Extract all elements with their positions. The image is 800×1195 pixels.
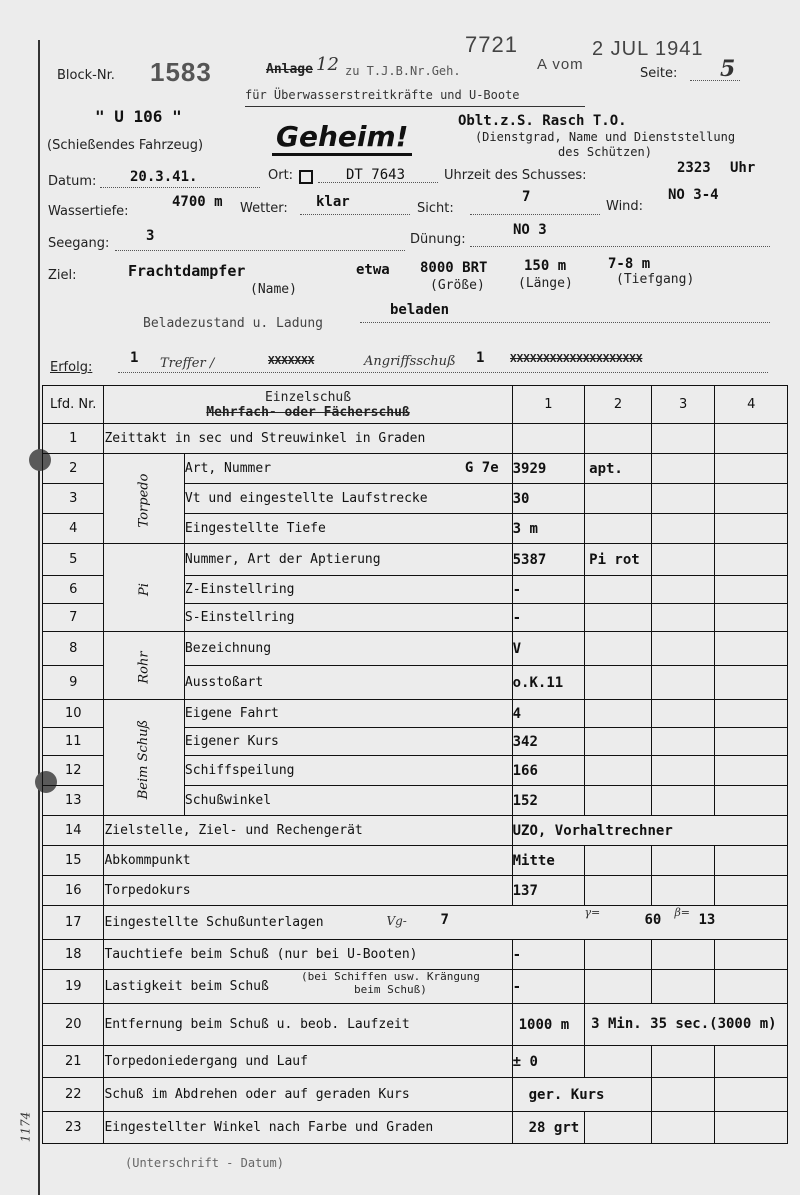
- row-label: Zielstelle, Ziel- und Rechengerät: [104, 816, 512, 846]
- value-cell-2: [585, 514, 652, 544]
- value-cell-2: [585, 728, 652, 756]
- value-cell-4: [715, 728, 788, 756]
- wetter-value: klar: [316, 194, 350, 210]
- row-number: 23: [43, 1112, 104, 1144]
- value-cell-1: ± 0: [512, 1046, 585, 1078]
- row-number: 4: [43, 514, 104, 544]
- value-cell-3: [651, 1112, 715, 1144]
- col-header-3: 3: [651, 386, 715, 424]
- struck-text-1: XXXXXXX: [268, 354, 315, 367]
- laenge-value: 150 m: [524, 258, 567, 274]
- row-label: [184, 454, 512, 484]
- value-cell-2: [585, 576, 652, 604]
- value-cell-3: [651, 576, 715, 604]
- value-cell-3: [651, 484, 715, 514]
- value-cell-4: [715, 1078, 788, 1112]
- ort-value: DT 7643: [346, 167, 406, 183]
- table-row: [43, 970, 788, 1004]
- value-cell-4: [715, 666, 788, 700]
- row-label: Torpedoniedergang und Lauf: [104, 1046, 512, 1078]
- dotted-line: [470, 214, 600, 215]
- row-number: 9: [43, 666, 104, 700]
- marginal-note: 1174: [18, 1111, 33, 1143]
- row-number: 18: [43, 940, 104, 970]
- value-cell-3: [651, 454, 715, 484]
- row-number: 13: [43, 786, 104, 816]
- value-cell-2: [585, 632, 652, 666]
- row-label: Vt und eingestellte Laufstrecke: [184, 484, 512, 514]
- document-number: 7721: [465, 32, 518, 57]
- uhrzeit-value: 2323: [677, 160, 711, 176]
- col-header-schuss: [104, 386, 512, 424]
- value-cell-1: -: [512, 604, 585, 632]
- col-header-einzel: Einzelschuß: [264, 389, 352, 405]
- row-number: 16: [43, 876, 104, 906]
- value-cell-1: 4: [512, 700, 585, 728]
- datum-value: 20.3.41.: [130, 169, 198, 185]
- value-cell-2: [585, 1112, 652, 1144]
- value-cell-3: [651, 940, 715, 970]
- shooter-caption: (Dienstgrad, Name und Dienststellung des Schützen): [474, 130, 736, 159]
- wind-label: Wind:: [606, 199, 644, 214]
- value-cell-3: [651, 786, 715, 816]
- value-cell-3: [651, 846, 715, 876]
- table-row: [43, 424, 788, 454]
- vg-value: 7: [440, 912, 449, 928]
- row-label: Nummer, Art der Aptierung: [184, 544, 512, 576]
- row-number: 12: [43, 756, 104, 786]
- row-label: Schußwinkel: [184, 786, 512, 816]
- geheim-stamp: Geheim!: [272, 120, 412, 156]
- row-label: Eingestellter Winkel nach Farbe und Graden: [104, 1112, 512, 1144]
- value-cell-1: o.K.11: [512, 666, 585, 700]
- table-row: [43, 632, 788, 666]
- row-number: 15: [43, 846, 104, 876]
- struck-text-2: XXXXXXXXXXXXXXXXXXXX: [510, 352, 643, 365]
- row-label: Zeittakt in sec und Streuwinkel in Graden: [104, 424, 512, 454]
- sicht-label: Sicht:: [417, 201, 454, 216]
- row-label: Schuß im Abdrehen oder auf geraden Kurs: [104, 1078, 512, 1112]
- group-pi: [104, 544, 184, 632]
- signature-caption: (Unterschrift - Datum): [125, 1156, 284, 1170]
- row-label: Entfernung beim Schuß u. beob. Laufzeit: [104, 1004, 512, 1046]
- group-pi-label: Pi: [136, 583, 152, 596]
- value-cell-4: [715, 604, 788, 632]
- ziel-value: Frachtdampfer: [128, 262, 246, 280]
- value-cell-2: [585, 846, 652, 876]
- table-row: [43, 1078, 788, 1112]
- value-cell-2: [585, 424, 652, 454]
- value-cell-4: [715, 424, 788, 454]
- value-cell-1: UZO, Vorhaltrechner: [512, 816, 787, 846]
- value-cell-1: 3 m: [512, 514, 585, 544]
- col-header-nr: Lfd. Nr.: [43, 386, 104, 424]
- value-cell-3: [651, 876, 715, 906]
- uhrzeit-label: Uhrzeit des Schusses:: [444, 168, 587, 183]
- dotted-line: [690, 80, 740, 81]
- beta-label: β=: [674, 906, 691, 919]
- row-label-text: Art, Nummer: [184, 461, 272, 476]
- block-label: Block-Nr.: [57, 68, 115, 83]
- groesse-value: 8000 BRT: [420, 260, 488, 276]
- group-torpedo-label: Torpedo: [136, 473, 152, 528]
- value-cell-1: -: [512, 940, 585, 970]
- gamma-value: 60: [644, 912, 662, 928]
- beta-value: 13: [698, 912, 716, 928]
- row-label: Bezeichnung: [184, 632, 512, 666]
- row-number: 8: [43, 632, 104, 666]
- value-cell-1: 342: [512, 728, 585, 756]
- row-label-text: Eingestellte Schußunterlagen: [104, 915, 324, 930]
- row-label: Z-Einstellring: [184, 576, 512, 604]
- row-number: 1: [43, 424, 104, 454]
- a-vom-label: A vom: [537, 56, 584, 73]
- value-cell-3: [651, 700, 715, 728]
- value-cell-3: [651, 544, 715, 576]
- seegang-label: Seegang:: [48, 236, 110, 251]
- table-row: [43, 906, 788, 940]
- dotted-line: [470, 246, 770, 247]
- value-cell-4: [715, 876, 788, 906]
- value-cell-1: 1000 m: [512, 1004, 585, 1046]
- seegang-value: 3: [146, 228, 155, 244]
- page-edge: [38, 40, 40, 1195]
- value-cell-3: [651, 728, 715, 756]
- value-cell-2: apt.: [585, 454, 652, 484]
- value-cell-4: [715, 514, 788, 544]
- row-label: [104, 906, 788, 940]
- wetter-label: Wetter:: [240, 201, 288, 216]
- shooter-name: Oblt.z.S. Rasch T.O.: [458, 113, 627, 129]
- row-number: 19: [43, 970, 104, 1004]
- dotted-line: [300, 214, 410, 215]
- seite-label: Seite:: [640, 66, 678, 81]
- group-beim-schuss: [104, 700, 184, 816]
- value-cell-1: [512, 424, 585, 454]
- value-cell-2: [585, 484, 652, 514]
- col-header-2: 2: [585, 386, 652, 424]
- dotted-line: [318, 182, 438, 183]
- value-cell-1: -: [512, 970, 585, 1004]
- value-cell-2: [585, 786, 652, 816]
- value-cell-1: -: [512, 576, 585, 604]
- row-label: Tauchtiefe beim Schuß (nur bei U-Booten): [104, 940, 512, 970]
- torpedo-type: G 7e: [464, 460, 499, 476]
- wassertiefe-label: Wassertiefe:: [48, 204, 129, 219]
- shot-data-table: [42, 385, 788, 1144]
- dotted-line: [100, 187, 260, 188]
- table-row: [43, 940, 788, 970]
- laenge-caption: (Länge): [518, 276, 573, 291]
- value-cell-1: 5387: [512, 544, 585, 576]
- value-cell-4: [715, 454, 788, 484]
- value-cell-2: [585, 940, 652, 970]
- duenung-label: Dünung:: [410, 232, 466, 247]
- row-label: Eigener Kurs: [184, 728, 512, 756]
- tiefgang-value: 7-8 m: [608, 256, 651, 272]
- seite-value: 5: [720, 56, 736, 82]
- row-label: Ausstoßart: [184, 666, 512, 700]
- row-number: 22: [43, 1078, 104, 1112]
- row-number: 20: [43, 1004, 104, 1046]
- table-header-row: [43, 386, 788, 424]
- group-rohr: [104, 632, 184, 700]
- row-label-text: Lastigkeit beim Schuß: [104, 979, 269, 994]
- table-row: [43, 700, 788, 728]
- vg-label: Vg-: [386, 914, 407, 928]
- group-torpedo: [104, 454, 184, 544]
- row-number: 14: [43, 816, 104, 846]
- dotted-line: [360, 322, 770, 323]
- row-label: [104, 970, 512, 1004]
- datum-label: Datum:: [48, 174, 97, 189]
- value-cell-3: [651, 1046, 715, 1078]
- row-number: 10: [43, 700, 104, 728]
- table-row: [43, 846, 788, 876]
- row-number: 2: [43, 454, 104, 484]
- value-cell-3: [651, 1078, 715, 1112]
- uhr-label: Uhr: [730, 160, 756, 176]
- value-cell-1: 30: [512, 484, 585, 514]
- row-number: 11: [43, 728, 104, 756]
- value-cell-1: ger. Kurs: [512, 1078, 651, 1112]
- value-cell-4: [715, 846, 788, 876]
- beladung-value: beladen: [390, 302, 450, 318]
- wind-value: NO 3-4: [668, 187, 719, 203]
- ziel-name-caption: (Name): [250, 282, 297, 297]
- value-cell-3: [651, 666, 715, 700]
- value-cell-2: Pi rot: [585, 544, 652, 576]
- table-row: [43, 1112, 788, 1144]
- boat-name: " U 106 ": [95, 107, 182, 126]
- erfolg-label: Erfolg:: [50, 360, 93, 375]
- value-cell-1: 3929: [512, 454, 585, 484]
- boat-caption: (Schießendes Fahrzeug): [47, 138, 204, 153]
- value-cell-4: [715, 1112, 788, 1144]
- angriff-label: Angriffsschuß: [364, 354, 456, 369]
- value-cell-3: [651, 514, 715, 544]
- value-cell-2: [585, 604, 652, 632]
- received-date-stamp: 2 JUL 1941: [592, 38, 704, 60]
- wassertiefe-value: 4700 m: [172, 194, 223, 210]
- row-number: 17: [43, 906, 104, 940]
- row-number: 21: [43, 1046, 104, 1078]
- anlage-number: 12: [316, 54, 339, 75]
- row-label-note: (bei Schiffen usw. Krängung beim Schuß): [301, 970, 480, 996]
- ziel-label: Ziel:: [48, 268, 77, 283]
- row-label: Abkommpunkt: [104, 846, 512, 876]
- value-cell-4: [715, 1046, 788, 1078]
- value-cell-1: 166: [512, 756, 585, 786]
- value-cell-3: [651, 756, 715, 786]
- groesse-caption: (Größe): [430, 278, 485, 293]
- row-label: Eingestellte Tiefe: [184, 514, 512, 544]
- col-header-1: 1: [512, 386, 585, 424]
- value-cell-4: [715, 786, 788, 816]
- value-cell-1: V: [512, 632, 585, 666]
- value-cell-4: [715, 484, 788, 514]
- value-cell-2: 3 Min. 35 sec.(3000 m): [585, 1004, 788, 1046]
- value-cell-2: [585, 876, 652, 906]
- table-row: [43, 1004, 788, 1046]
- value-cell-3: [651, 970, 715, 1004]
- ort-box: [299, 170, 313, 184]
- value-cell-2: [585, 666, 652, 700]
- beladung-label: Beladezustand u. Ladung: [143, 316, 324, 331]
- treffer-label: Treffer /: [160, 356, 215, 371]
- gamma-label: γ=: [584, 906, 601, 919]
- value-cell-4: [715, 700, 788, 728]
- value-cell-4: [715, 576, 788, 604]
- value-cell-4: [715, 940, 788, 970]
- dotted-line: [118, 372, 768, 373]
- value-cell-2: [585, 970, 652, 1004]
- subheading-rule: [245, 106, 585, 107]
- value-cell-4: [715, 756, 788, 786]
- value-cell-3: [651, 632, 715, 666]
- row-label: S-Einstellring: [184, 604, 512, 632]
- value-cell-1: 152: [512, 786, 585, 816]
- row-label: Eigene Fahrt: [184, 700, 512, 728]
- table-row: [43, 1046, 788, 1078]
- block-number: 1583: [150, 57, 212, 87]
- ort-label: Ort:: [268, 168, 294, 183]
- value-cell-4: [715, 544, 788, 576]
- value-cell-3: [651, 604, 715, 632]
- table-row: [43, 876, 788, 906]
- group-beim-schuss-label: Beim Schuß: [136, 719, 152, 800]
- value-cell-3: [651, 424, 715, 454]
- row-number: 6: [43, 576, 104, 604]
- angriff-count: 1: [476, 350, 485, 366]
- value-cell-1: Mitte: [512, 846, 585, 876]
- sicht-value: 7: [522, 189, 531, 205]
- col-header-mehrfach: Mehrfach- oder Fächerschuß: [206, 404, 410, 420]
- value-cell-4: [715, 970, 788, 1004]
- value-cell-2: [585, 700, 652, 728]
- value-cell-1: 28 grt: [512, 1112, 585, 1144]
- duenung-value: NO 3: [513, 222, 547, 238]
- group-rohr-label: Rohr: [136, 651, 152, 684]
- tiefgang-caption: (Tiefgang): [616, 272, 695, 287]
- tjb-ref: zu T.J.B.Nr.Geh.: [345, 64, 461, 78]
- row-number: 5: [43, 544, 104, 576]
- table-row: [43, 544, 788, 576]
- etwa-label: etwa: [356, 262, 390, 278]
- row-label: Schiffspeilung: [184, 756, 512, 786]
- treffer-count: 1: [130, 350, 139, 366]
- col-header-4: 4: [715, 386, 788, 424]
- table-row: [43, 816, 788, 846]
- dotted-line: [115, 250, 405, 251]
- anlage-label: Anlage: [266, 62, 313, 77]
- row-number: 7: [43, 604, 104, 632]
- value-cell-2: [585, 756, 652, 786]
- row-number: 3: [43, 484, 104, 514]
- row-label: Torpedokurs: [104, 876, 512, 906]
- value-cell-4: [715, 632, 788, 666]
- form-subheading: für Überwasserstreitkräfte und U-Boote: [245, 88, 520, 102]
- value-cell-1: 137: [512, 876, 585, 906]
- table-row: [43, 454, 788, 484]
- value-cell-2: [585, 1046, 652, 1078]
